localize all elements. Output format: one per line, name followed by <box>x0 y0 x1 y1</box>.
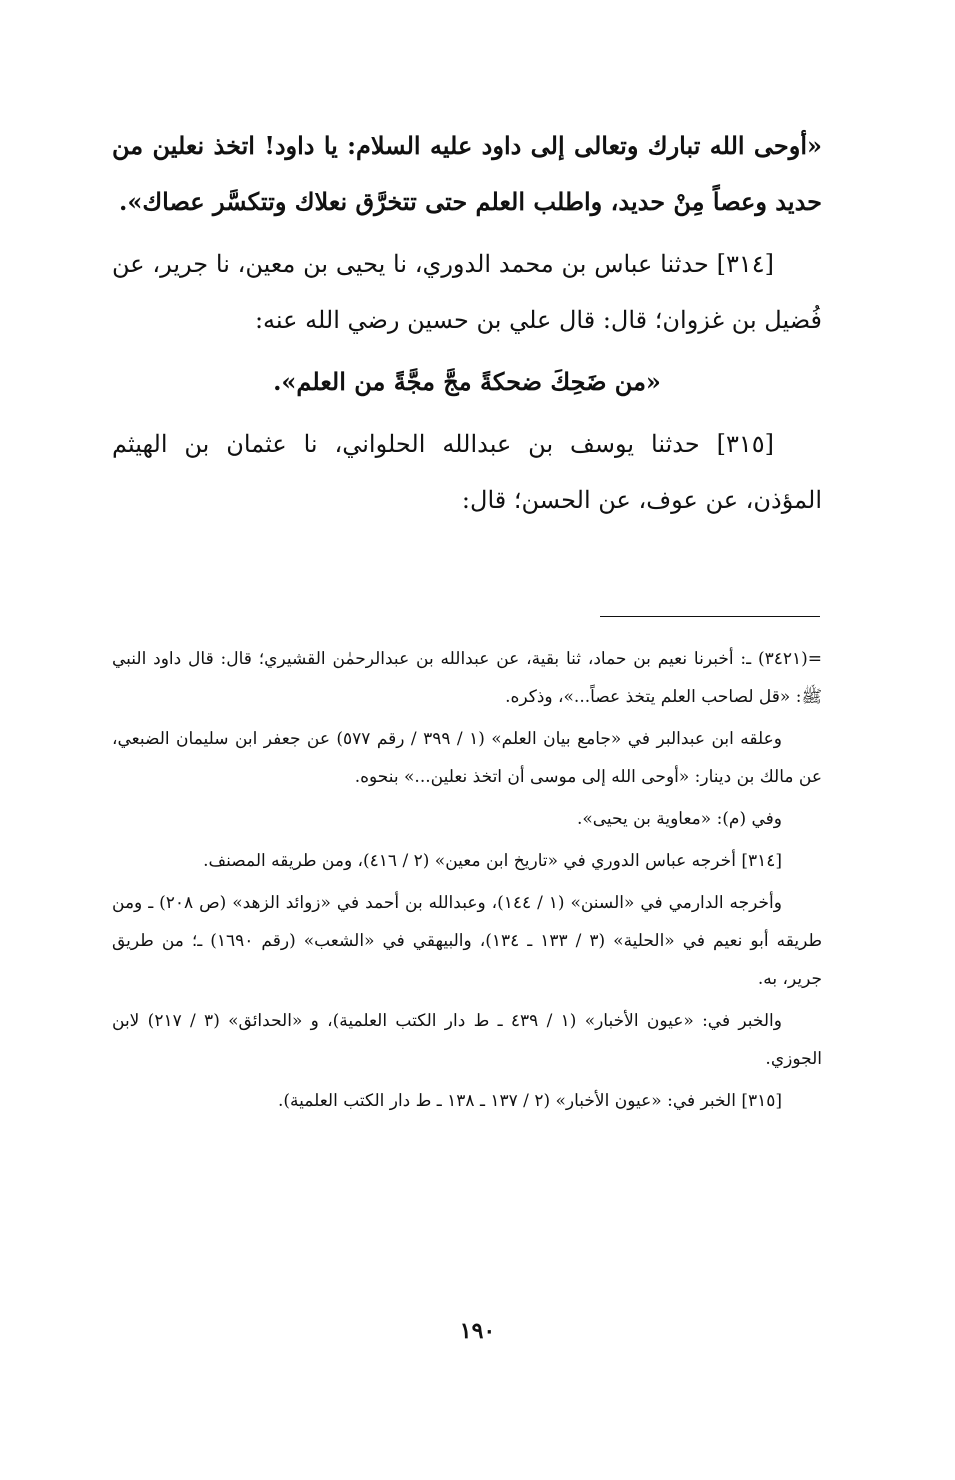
quote-paragraph-david: «أوحى الله تبارك وتعالى إلى داود عليه السلام: يا داود! اتخذ نعلين من حديد وعصاً مِنْ حديد، واطلب العلم حتى تتخرَّق نعلاك وتتكسَّر عصاك». <box>112 131 822 216</box>
main-text <box>112 118 822 534</box>
footnote-314: [٣١٤] أخرجه عباس الدوري في «تاريخ ابن معين» (٢ / ٤١٦)، ومن طريقه المصنف. <box>203 851 782 871</box>
footnote-314-sources: وأخرجه الدارمي في «السنن» (١ / ١٤٤)، وعبدالله بن أحمد في «زوائد الزهد» (ص ٢٠٨) ـ ومن طريقه أبو نعيم في «الحلية» (٣ / ١٣٣ ـ ١٣٤)، والبيهقي في «الشعب» (رقم ١٦٩٠) ـ؛ من طريق جرير، به. <box>112 893 822 989</box>
footnote-separator <box>600 616 820 617</box>
hadith-314-chain: [٣١٤] حدثنا عباس بن محمد الدوري، نا يحيى بن معين، نا جرير، عن فُضيل بن غزوان؛ قال: قال علي بن حسين رضي الله عنه: <box>112 250 822 334</box>
page-number: ١٩٠ <box>459 1318 496 1344</box>
hadith-315-chain: [٣١٥] حدثنا يوسف بن عبدالله الحلواني، نا عثمان بن الهيثم المؤذن، عن عوف، عن الحسن؛ قال: <box>112 430 822 514</box>
footnote-315: [٣١٥] الخبر في: «عيون الأخبار» (٢ / ١٣٧ ـ ١٣٨ ـ ط دار الكتب العلمية). <box>277 1091 782 1111</box>
footnote-continuation: =(٣٤٢١) ـ: أخبرنا نعيم بن حماد، ثنا بقية، عن عبدالله بن عبدالرحمٰن القشيري؛ قال: قال داود النبي ﷺ: «قل لصاحب العلم يتخذ عصاً...»، وذكره. <box>112 649 822 707</box>
footnote-variant: وفي (م): «معاوية بن يحيى». <box>576 809 782 829</box>
footnotes <box>112 640 822 1124</box>
hadith-314-quote: «من ضَحِكَ ضحكةً مجَّ مجَّةً من العلم». <box>273 367 661 396</box>
footnote-314-report: والخبر في: «عيون الأخبار» (١ / ٤٣٩ ـ ط دار الكتب العلمية)، و «الحدائق» (٣ / ٢١٧) لابن الجوزي. <box>112 1011 822 1069</box>
footnote-ibn-abdulbarr: وعلقه ابن عبدالبر في «جامع بيان العلم» (١ / ٣٩٩ / رقم ٥٧٧) عن جعفر ابن سليمان الضبعي، عن مالك بن دينار: «أوحى الله إلى موسى أن اتخذ نعلين...» بنحوه. <box>112 729 822 787</box>
